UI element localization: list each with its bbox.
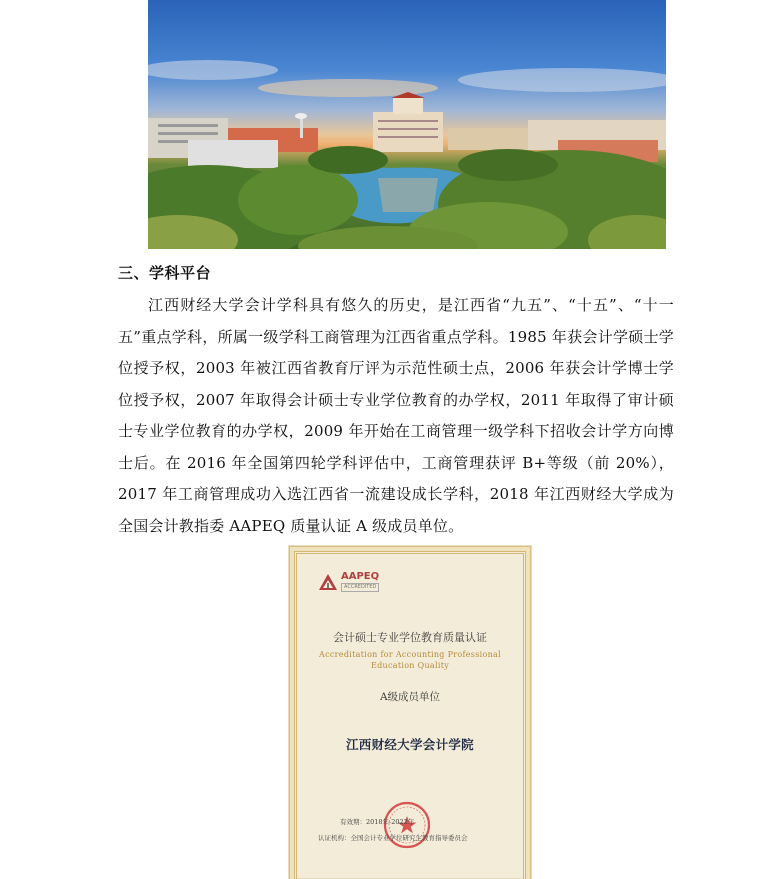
aapeq-logo-name: AAPEQ xyxy=(341,571,380,582)
campus-photo-illustration xyxy=(148,0,666,249)
certificate-validity: 有效期：2018年-2022年 xyxy=(340,818,415,826)
aapeq-logo xyxy=(318,572,379,592)
certificate-school: 江西财经大学会计学院 xyxy=(345,737,474,752)
aapeq-logo-icon xyxy=(318,573,338,591)
aapeq-logo-text xyxy=(341,572,379,592)
certificate-title-en: Accreditation for Accounting Professional Education Quality xyxy=(319,650,501,670)
section-heading: 三、学科平台 xyxy=(118,264,212,282)
aapeq-logo-sub: ACCREDITED xyxy=(341,583,379,592)
certificate-image xyxy=(288,545,532,879)
campus-photo xyxy=(148,0,666,249)
section-paragraph: 江西财经大学会计学科具有悠久的历史，是江西省“九五”、“十五”、“十一五”重点学科，所属一级学科工商管理为江西省重点学科。1985 年获会计学硕士学位授予权，2003 年被江西省教育厅评为示范性硕士点，2006 年获会计学博士学位授予权，2007 年取得会计硕士专业学位教育的办学权，2011 年取得了审计硕士专业学位教育的办学权，2009 年开始在工商管理一级学科下招收会计学方向博士后。在 2016 年全国第四轮学科评估中，工商管理获评 B+等级（前 20%），2017 年工商管理成功入选江西省一流建设成长学科，2018 年江西财经大学成为全国会计教指委 AAPEQ 质量认证 A 级成员单位。 xyxy=(118,296,674,535)
certificate-level: A级成员单位 xyxy=(379,691,441,703)
certificate-content xyxy=(288,545,532,879)
certificate-title-cn: 会计硕士专业学位教育质量认证 xyxy=(333,631,487,644)
certificate-authority: 认证机构：全国会计专业学位研究生教育指导委员会 xyxy=(318,834,468,842)
